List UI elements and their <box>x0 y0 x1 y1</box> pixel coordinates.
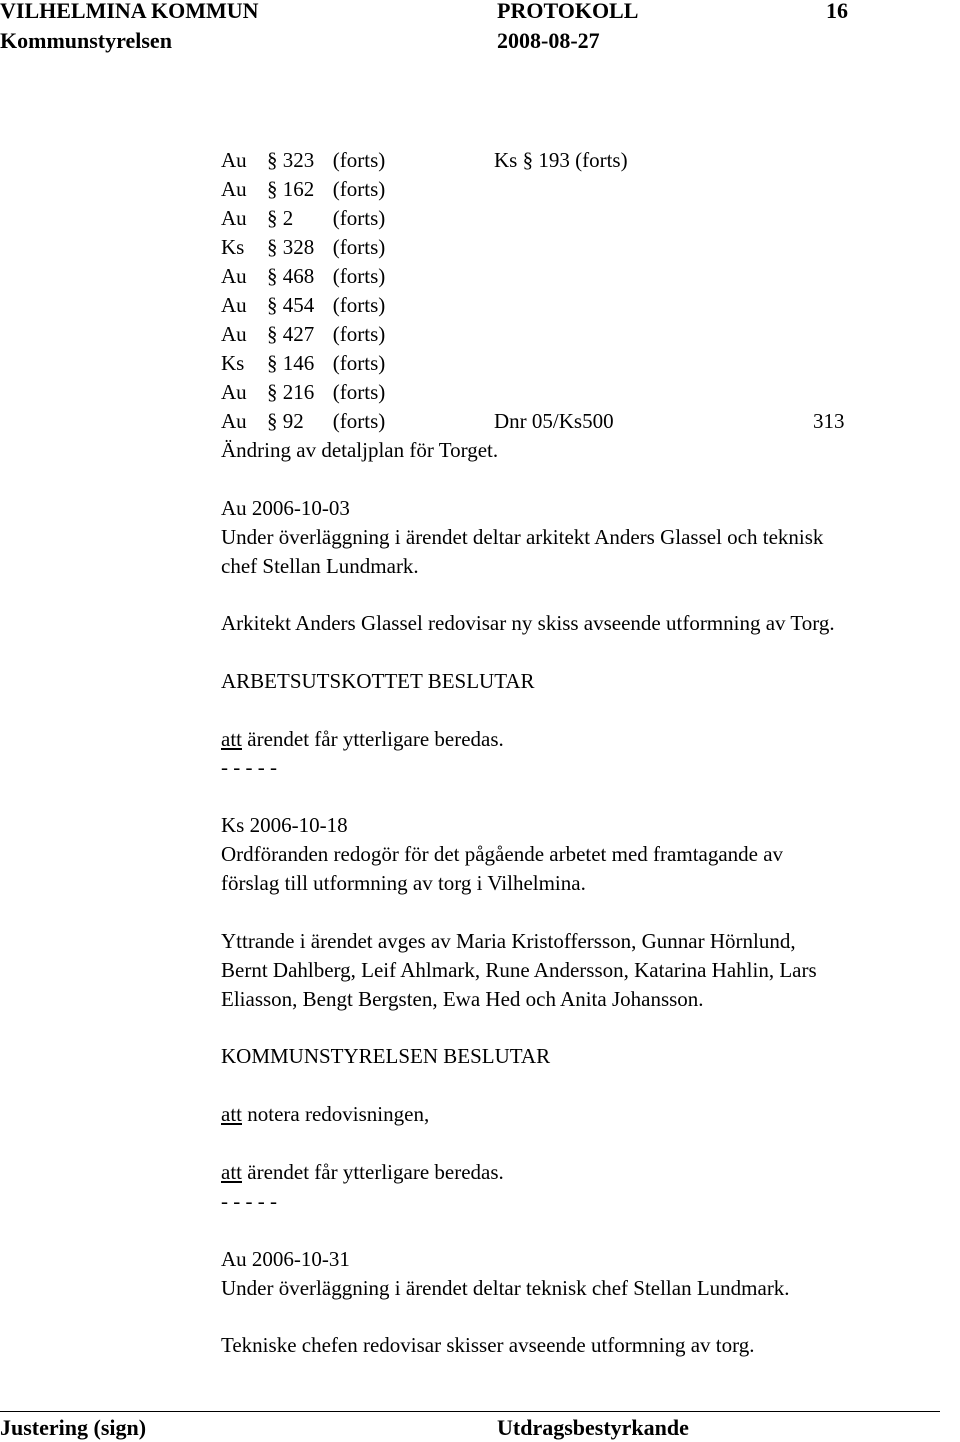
reference-row: Au § 468 (forts) <box>221 264 386 288</box>
section-heading: Au 2006-10-03 <box>221 496 350 520</box>
paragraph-line: Under överläggning i ärendet deltar teknisk chef Stellan Lundmark. <box>221 1276 790 1300</box>
paragraph-number: 313 <box>813 409 845 433</box>
subject: Ändring av detaljplan för Torget. <box>221 438 499 462</box>
paragraph-line: Eliasson, Bengt Bergsten, Ewa Hed och Anita Johansson. <box>221 987 704 1011</box>
footer-justering: Justering (sign) <box>0 1415 147 1440</box>
footer-divider <box>0 1411 940 1412</box>
section-heading: Au 2006-10-31 <box>221 1247 350 1271</box>
header-doc-type: PROTOKOLL <box>497 0 639 23</box>
header-page-number: 16 <box>826 0 848 23</box>
paragraph: Arkitekt Anders Glassel redovisar ny skiss avseende utformning av Torg. <box>221 611 835 635</box>
reference-row: Au § 323 (forts) <box>221 148 386 172</box>
header-body: Kommunstyrelsen <box>0 28 172 53</box>
paragraph-line: Bernt Dahlberg, Leif Ahlmark, Rune Andersson, Katarina Hahlin, Lars <box>221 958 817 982</box>
reference-row: Au § 454 (forts) <box>221 293 386 317</box>
decision-line: att ärendet får ytterligare beredas. <box>221 727 504 751</box>
separator: - - - - - <box>221 755 277 779</box>
reference-row: Au § 162 (forts) <box>221 177 386 201</box>
reference-row: Ks § 328 (forts) <box>221 235 386 259</box>
ks-reference: Ks § 193 (forts) <box>494 148 628 172</box>
paragraph-line: förslag till utformning av torg i Vilhelmina. <box>221 871 586 895</box>
paragraph: Tekniske chefen redovisar skisser avseende utformning av torg. <box>221 1333 755 1357</box>
reference-row: Ks § 146 (forts) <box>221 351 386 375</box>
decision-heading: ARBETSUTSKOTTET BESLUTAR <box>221 669 535 693</box>
paragraph-line: Yttrande i ärendet avges av Maria Kristoffersson, Gunnar Hörnlund, <box>221 929 796 953</box>
header-date: 2008-08-27 <box>497 28 600 53</box>
separator: - - - - - <box>221 1189 277 1213</box>
reference-row: Au § 2 (forts) <box>221 206 386 230</box>
decision-line: att ärendet får ytterligare beredas. <box>221 1160 504 1184</box>
paragraph-line: Ordföranden redogör för det pågående arbetet med framtagande av <box>221 842 784 866</box>
footer-utdragsbestyrkande: Utdragsbestyrkande <box>497 1415 689 1440</box>
header-org: VILHELMINA KOMMUN <box>0 0 259 23</box>
paragraph-line: Under överläggning i ärendet deltar arkitekt Anders Glassel och teknisk <box>221 525 824 549</box>
decision-line: att notera redovisningen, <box>221 1102 430 1126</box>
section-heading: Ks 2006-10-18 <box>221 813 348 837</box>
decision-heading: KOMMUNSTYRELSEN BESLUTAR <box>221 1044 551 1068</box>
reference-row: Au § 427 (forts) <box>221 322 386 346</box>
paragraph-line: chef Stellan Lundmark. <box>221 554 419 578</box>
dnr: Dnr 05/Ks500 <box>494 409 614 433</box>
reference-row: Au § 216 (forts) <box>221 380 386 404</box>
reference-row: Au § 92 (forts) <box>221 409 386 433</box>
